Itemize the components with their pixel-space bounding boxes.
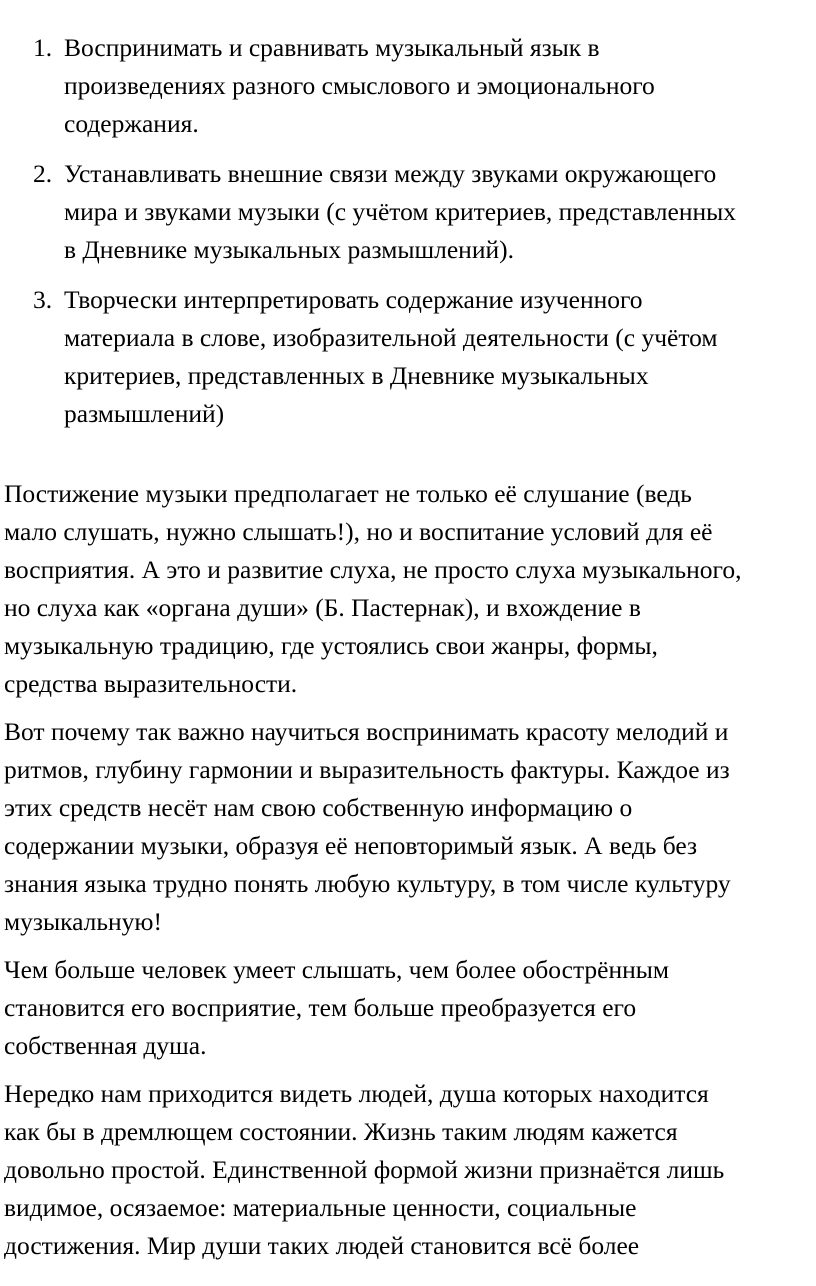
text-line: знания языка трудно понять любую культуру, в том числе культуру [4,869,731,898]
list-item-number: 2. 2. [33,158,53,188]
text-line: Вот почему так важно научиться воспринимать красоту мелодий и [4,717,729,746]
text-line: восприятия. А это и развитие слуха, не просто слуха музыкального, [4,555,742,584]
text-line: Устанавливать внешние связи между звуками окружающего [64,158,717,188]
text-line: Нередко нам приходится видеть людей, душа которых находится [4,1079,709,1108]
text-line: ритмов, глубину гармонии и выразительность фактуры. Каждое из [4,755,730,784]
list-item-number: 3. 3. [33,284,53,314]
text-line: критериев, представленных в Дневнике музыкальных [64,360,649,390]
text-line: Воспринимать и сравнивать музыкальный язык в [64,32,600,62]
text-line: мало слушать, нужно слышать!), но и воспитание условий для её [4,517,713,546]
text-line: достижения. Мир души таких людей становится всё более [4,1231,640,1260]
text-line: содержании музыки, образуя её неповторимый язык. А ведь без [4,831,698,860]
list-item [0,281,816,428]
paragraph [4,1075,816,1265]
paragraph [4,951,816,1065]
text-line: средства выразительности. [4,669,298,698]
list-item [0,29,816,138]
text-line: в Дневнике музыкальных размышлений). [64,234,514,264]
text-line: но слуха как «органа души» (Б. Пастернак), и вхождение в [4,593,641,622]
text-line: материала в слове, изобразительной деятельности (с учётом [64,322,718,352]
text-line: музыкальную традицию, где устоялись свои жанры, формы, [4,631,658,660]
text-line: Постижение музыки предполагает не только её слушание (ведь [4,479,692,508]
text-line: как бы в дремлющем состоянии. Жизнь таким людям кажется [4,1117,678,1146]
list-item-text [64,281,812,433]
text-line: Творчески интерпретировать содержание изученного [64,284,643,314]
paragraph [4,713,816,941]
text-line: произведениях разного смыслового и эмоционального [64,70,655,100]
text-line: становится его восприятие, тем больше преобразуется его [4,993,637,1022]
text-line: мира и звуками музыки (с учётом критериев, представленных [64,196,737,226]
text-line: Чем больше человек умеет слышать, чем более обострённым [4,955,670,984]
text-line: размышлений) [64,398,225,428]
list-item [0,155,816,264]
list-item-text [64,155,812,269]
text-line: видимое, осязаемое: материальные ценности, социальные [4,1193,637,1222]
text-line: содержания. [64,108,199,138]
paragraph [4,475,816,703]
list-item-text [64,29,812,143]
text-line: музыкальную! [4,907,162,936]
list-item-number: 1. 1. [33,32,53,62]
text-line: собственная душа. [4,1031,207,1060]
text-line: этих средств несёт нам свою собственную информацию о [4,793,633,822]
text-line: довольно простой. Единственной формой жизни признаётся лишь [4,1155,725,1184]
